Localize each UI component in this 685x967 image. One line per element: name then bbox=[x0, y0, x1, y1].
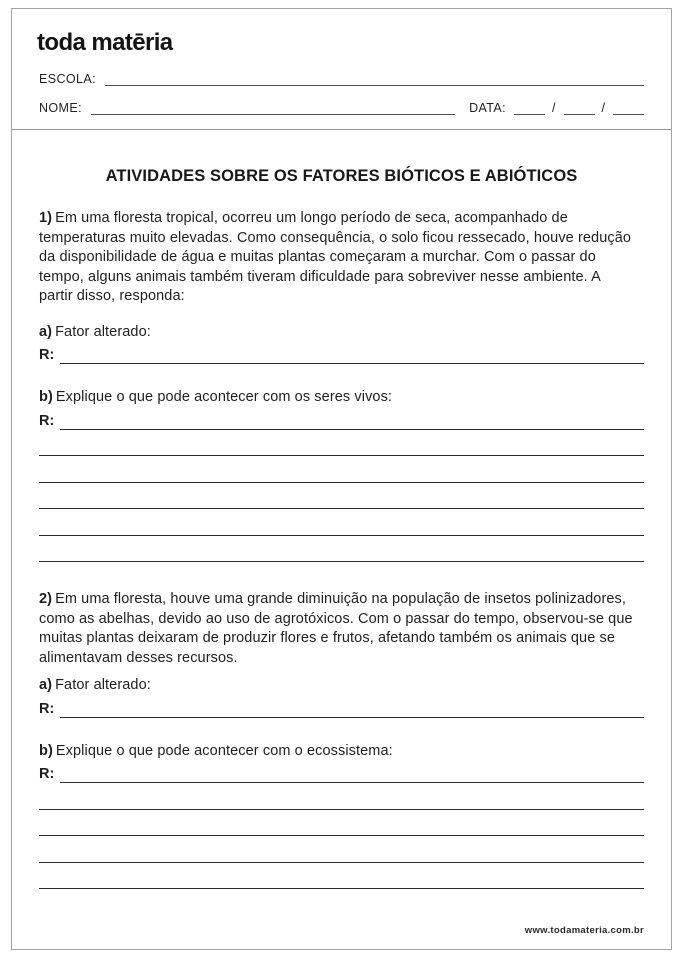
date-day-line[interactable] bbox=[514, 103, 545, 115]
document-frame bbox=[11, 8, 672, 950]
answer-line[interactable] bbox=[39, 430, 644, 457]
answer-row bbox=[39, 763, 644, 783]
answer-line[interactable] bbox=[60, 704, 644, 718]
answer-line[interactable] bbox=[60, 416, 644, 430]
part-label: b) bbox=[39, 389, 53, 405]
part-text: Fator alterado: bbox=[55, 323, 151, 340]
date-month-line[interactable] bbox=[564, 103, 595, 115]
date-year-line[interactable] bbox=[613, 103, 644, 115]
escola-input-line[interactable] bbox=[105, 74, 644, 86]
answer-line[interactable] bbox=[39, 483, 644, 510]
answer-row bbox=[39, 344, 644, 364]
part-label: b) bbox=[39, 742, 53, 759]
date-separator: / bbox=[601, 101, 605, 115]
answer-row bbox=[39, 698, 644, 718]
answer-prefix-label: R: bbox=[39, 412, 55, 429]
question-2-statement bbox=[39, 590, 635, 668]
answer-line[interactable] bbox=[39, 536, 644, 563]
worksheet-content bbox=[12, 130, 671, 949]
header bbox=[12, 9, 671, 130]
footer-url: www.todamateria.com.br bbox=[524, 925, 644, 936]
part-text: Fator alterado: bbox=[55, 677, 151, 693]
answer-extra-lines bbox=[39, 430, 644, 563]
answer-line[interactable] bbox=[39, 810, 644, 837]
answer-prefix-label: R: bbox=[39, 766, 55, 782]
escola-label: ESCOLA: bbox=[39, 72, 96, 86]
nome-input-line[interactable] bbox=[91, 103, 455, 115]
answer-line[interactable] bbox=[39, 863, 644, 890]
answer-row bbox=[39, 410, 644, 430]
answer-line[interactable] bbox=[60, 769, 644, 783]
worksheet-title: ATIVIDADES SOBRE OS FATORES BIÓTICOS E ABIÓTICOS bbox=[105, 167, 578, 185]
answer-prefix-label: R: bbox=[39, 700, 55, 717]
answer-line[interactable] bbox=[39, 509, 644, 536]
answer-line[interactable] bbox=[39, 836, 644, 863]
question-2-part-b bbox=[39, 742, 644, 762]
escola-row bbox=[39, 72, 644, 86]
question-1-part-a bbox=[39, 323, 644, 343]
question-2-part-a bbox=[39, 676, 644, 696]
answer-prefix-label: R: bbox=[39, 347, 55, 363]
part-label: a) bbox=[39, 323, 53, 340]
answer-line[interactable] bbox=[39, 783, 644, 810]
question-1-statement bbox=[39, 209, 635, 307]
question-number: 1) bbox=[39, 210, 53, 226]
data-label: DATA: bbox=[469, 101, 507, 115]
question-text: Em uma floresta tropical, ocorreu um longo período de seca, acompanhado de temperaturas muito elevadas. Como consequência, o solo ficou ressecado, houve redução da disponibilidade de água e muitas plantas começaram a murchar. Com o passar do tempo, alguns animais também tiveram dificuldade para sobreviver nesse ambiente. A partir disso, responda: bbox=[39, 210, 632, 304]
part-text: Explique o que pode acontecer com o ecossistema: bbox=[55, 742, 393, 759]
question-text: Em uma floresta, houve uma grande diminuição na população de insetos polinizadores, como as abelhas, devido ao uso de agrotóxicos. Com o passar do tempo, observou-se que muitas plantas deixaram de produzir flores e frutos, afetando também os animais que se alimentavam desses recursos. bbox=[39, 591, 633, 666]
question-1-part-b bbox=[39, 388, 644, 408]
answer-line[interactable] bbox=[60, 350, 644, 364]
answer-extra-lines bbox=[39, 783, 644, 889]
date-separator: / bbox=[552, 101, 556, 115]
question-number: 2) bbox=[39, 591, 53, 607]
answer-line[interactable] bbox=[39, 456, 644, 483]
nome-label: NOME: bbox=[39, 101, 82, 115]
part-text: Explique o que pode acontecer com os seres vivos: bbox=[55, 389, 393, 405]
nome-row bbox=[39, 101, 644, 115]
brand-logo: toda matēria bbox=[37, 29, 173, 56]
part-label: a) bbox=[39, 677, 53, 693]
